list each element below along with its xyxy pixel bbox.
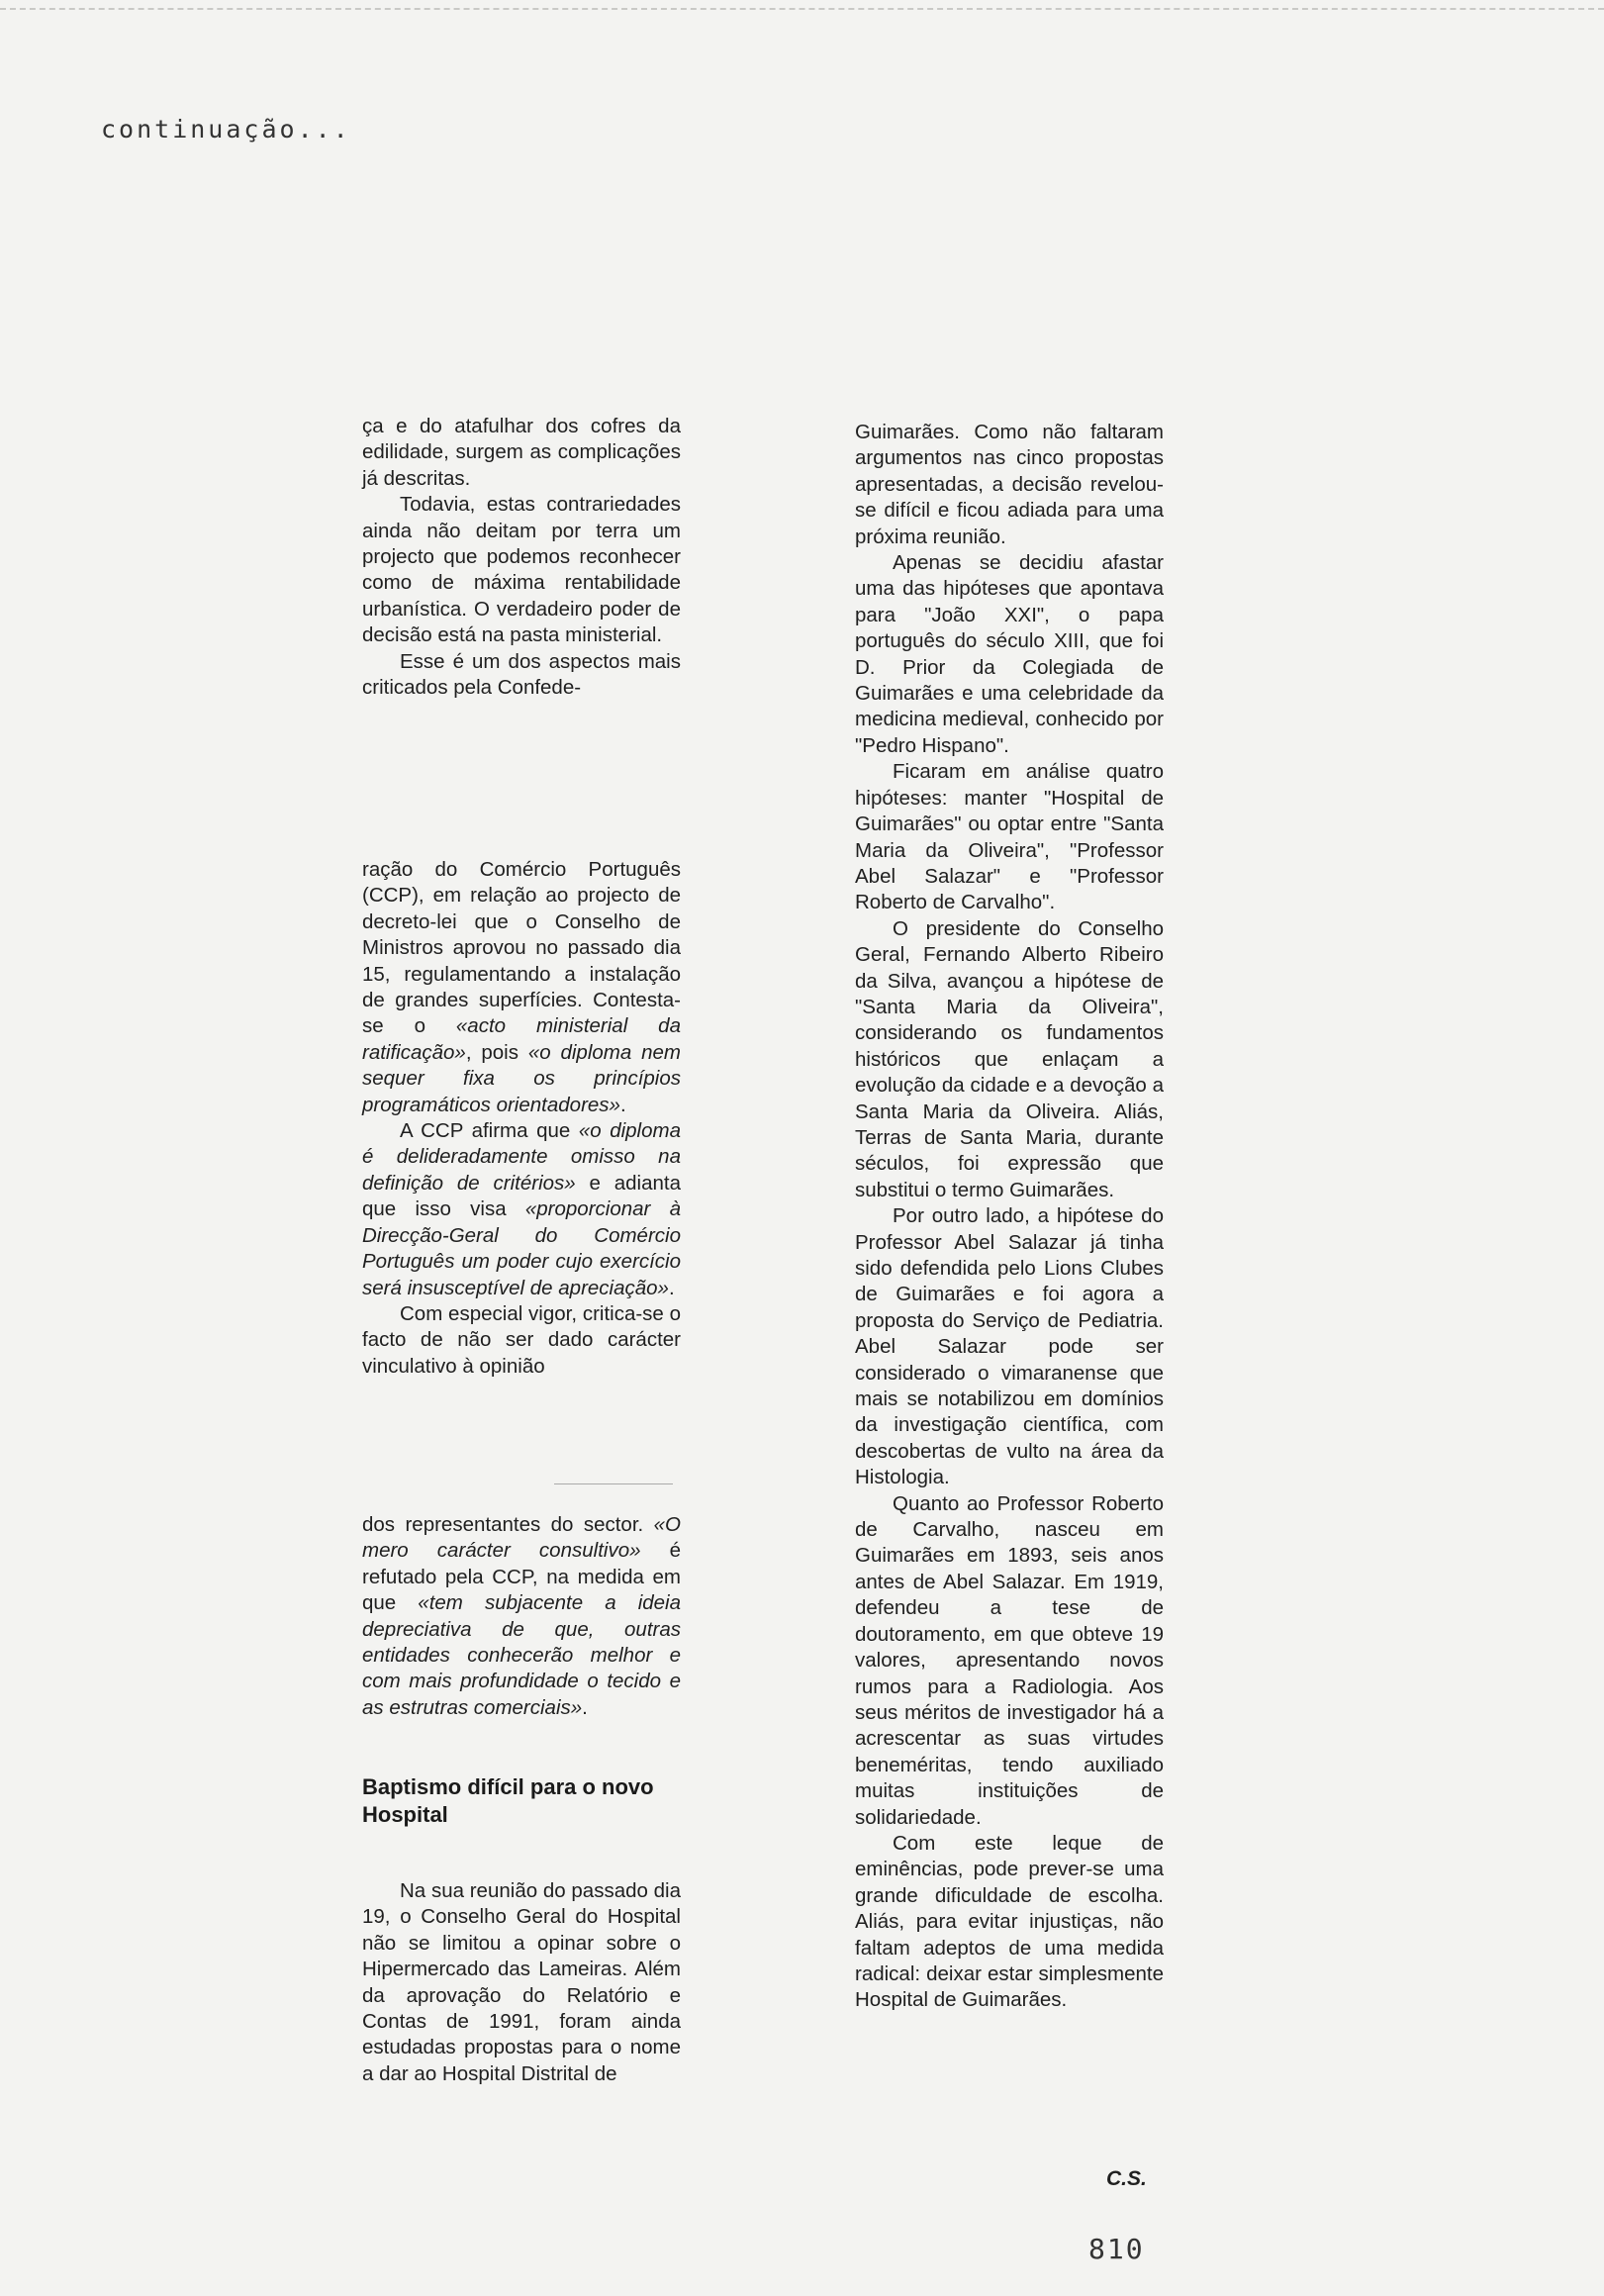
column-divider	[554, 1483, 673, 1484]
paragraph: O presidente do Conselho Geral, Fernando Alberto Ribeiro da Silva, avançou a hipótese de "Santa Maria da Oliveira", considerando os fundamentos históricos que enlaçam a evolução da cidade e a devoção a Santa Maria da Oliveira. Aliás, Terras de Santa Maria, durante séculos, foi expressão que substitui o termo Guimarães.	[855, 916, 1164, 1201]
quote: «o diploma nem sequer fixa os princípios programáticos orientadores»	[362, 1040, 681, 1116]
text-run: e adianta que isso visa	[362, 1171, 681, 1221]
subheading: Baptismo difícil para o novo Hospital	[362, 1774, 654, 1827]
text-run: .	[619, 1093, 626, 1116]
paragraph: Ficaram em análise quatro hipóteses: manter "Hospital de Guimarães" ou optar entre "Santa Maria da Oliveira", "Professor Abel Salazar" e "Professor Roberto de Carvalho".	[855, 760, 1164, 914]
paragraph: Todavia, estas contrariedades ainda não deitam por terra um projecto que podemos reconhecer como de máxima rentabilidade urbanística. O verdadeiro poder de decisão está na pasta ministerial.	[362, 493, 681, 647]
paragraph: Apenas se decidiu afastar uma das hipóteses que apontava para "João XXI", o papa português do século XIII, que foi D. Prior da Colegiada de Guimarães e uma celebridade da medicina medieval, conhecido por "Pedro Hispano".	[855, 551, 1164, 757]
page-number: 810	[1088, 2233, 1145, 2265]
paragraph	[362, 857, 681, 1118]
paragraph: Esse é um dos aspectos mais criticados pela Confede-	[362, 649, 681, 700]
paragraph: Na sua reunião do passado dia 19, o Conselho Geral do Hospital não se limitou a opinar sobre o Hipermercado das Lameiras. Além da aprovação do Relatório e Contas de 1991, foram ainda estudadas propostas para o nome a dar ao Hospital Distrital de	[362, 1879, 681, 2085]
right-column	[855, 420, 1164, 2014]
paragraph	[362, 1512, 681, 1721]
paragraph: Quanto ao Professor Roberto de Carvalho, nasceu em Guimarães em 1893, seis anos antes de Abel Salazar. Em 1919, defendeu a tese de doutoramento, em que obteve 19 valores, apresentando novos rumos para a Radiologia. Aos seus méritos de investigador há a acrescentar as suas virtudes beneméritas, tendo auxiliado muitas instituições de solidariedade.	[855, 1491, 1164, 1829]
text-run: é refutado pela CCP, na medida em que	[362, 1539, 681, 1615]
paragraph	[362, 1118, 681, 1301]
text-run: A CCP afirma que	[400, 1119, 579, 1143]
paragraph: Com especial vigor, critica-se o facto de não ser dado carácter vinculativo à opinião	[362, 1301, 681, 1378]
paragraph: ça e do atafulhar dos cofres da edilidade, surgem as complicações já descritas.	[362, 415, 681, 490]
quote: «tem subjacente a ideia depreciativa de que, outras entidades conhecerão melhor e com mais profundidade o tecido e as estrutras comerciais»	[362, 1591, 681, 1719]
text-run: ração do Comércio Português (CCP), em relação ao projecto de decreto-lei que o Conselho de Ministros aprovou no passado dia 15, regulamentando a instalação de grandes superfícies. Contesta-se o	[362, 858, 681, 1038]
text-run: dos representantes do sector.	[362, 1513, 654, 1536]
text-run: .	[582, 1695, 588, 1719]
left-column-block-1	[362, 414, 681, 701]
quote: «proporcionar à Direcção-Geral do Comércio Português um poder cujo exercício será insusceptível de apreciação»	[362, 1197, 682, 1299]
paragraph: Com este leque de eminências, pode prever-se uma grande dificuldade de escolha. Aliás, para evitar injustiças, não faltam adeptos de uma medida radical: deixar estar simplesmente Hospital de Guimarães.	[855, 1831, 1164, 2012]
quote: «acto ministerial da ratificação»	[362, 1014, 681, 1064]
left-column-block-4	[362, 1878, 681, 2087]
top-divider	[0, 8, 1604, 10]
paragraph: Por outro lado, a hipótese do Professor Abel Salazar já tinha sido defendida pelo Lions Clubes de Guimarães e foi agora a proposta do Serviço de Pediatria. Abel Salazar pode ser considerado o vimaranense que mais se notabilizou em domínios da investigação científica, com descobertas de vulto na área da Histologia.	[855, 1204, 1164, 1489]
quote: «O mero carácter consultivo»	[362, 1513, 681, 1563]
text-run: .	[668, 1276, 675, 1299]
text-run: , pois	[465, 1040, 528, 1064]
left-column-block-2	[362, 857, 681, 1380]
paragraph: Guimarães. Como não faltaram argumentos nas cinco propostas apresentadas, a decisão revelou-se difícil e ficou adiada para uma próxima reunião.	[855, 421, 1164, 548]
left-column-block-3	[362, 1512, 681, 1721]
quote: «o diploma é delideradamente omisso na definição de critérios»	[362, 1119, 681, 1195]
author-signature: C.S.	[1106, 2167, 1147, 2190]
continuation-header: continuação...	[101, 115, 351, 144]
